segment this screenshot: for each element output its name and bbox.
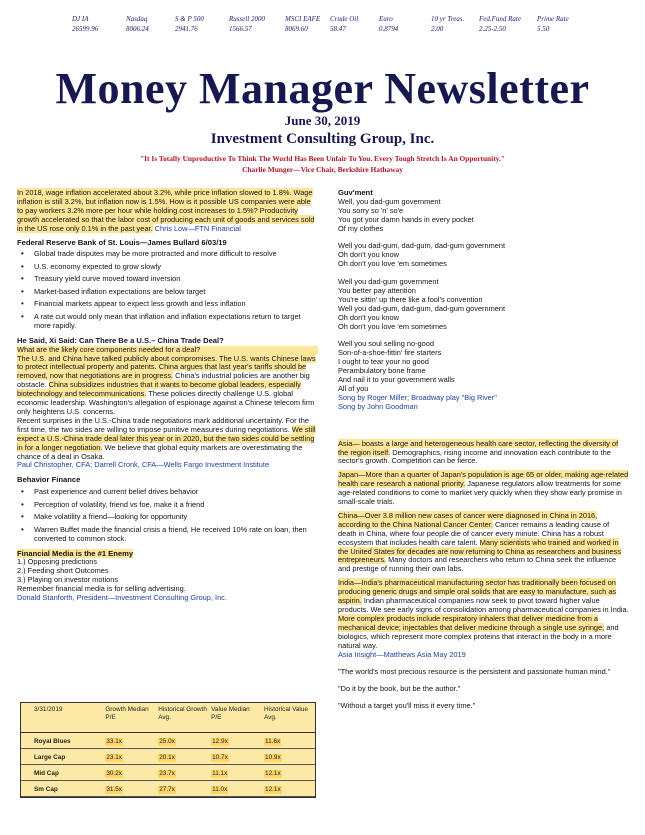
ticker-item [175,14,204,34]
ticker-label: Nasdaq [126,15,148,23]
list-item: • Warren Buffet made the financial crisis a friend, He received 10% rate on loan, then converted to common stock. [17,526,318,544]
china-paragraph-2 [17,417,318,462]
pe-ratio-table [20,702,316,798]
region-text: and biologics, which represent more complex proteins that interact in the body in a more natural way. [338,622,619,650]
song-line: Oh don't you love 'em sometimes [338,321,447,331]
china-paragraph-1 [17,355,318,417]
table-cell: 10.9x [265,753,281,761]
quote-attribution: Charlie Munger—Vice Chair, Berkshire Hathaway [242,165,403,174]
closing-quote: "Without a target you'll miss it every time." [338,701,476,711]
ticker-value: 0.8794 [379,25,399,33]
table-cell: 10.7x [212,753,228,761]
table-row [21,780,315,796]
list-item: • Make volatility a friend—looking for opportunity [17,513,318,522]
china-source: Paul Christopher, CFA; Darrell Cronk, CFA—Wells Fargo Investment Institute [17,460,270,470]
song-line: And nail it to your government walls [338,374,455,384]
song-line: You better pay attention [338,285,416,295]
table-cell: 11.6x [265,737,281,745]
song-line: You got your damn hands in every pocket [338,214,474,224]
region-text: Many doctors and researchers who return to China seek the influence and prestige of running their own labs. [338,555,617,574]
table-header-cell: Growth Median P/E [103,703,156,732]
ticker-item [72,14,98,34]
ticker-item [431,14,464,34]
song-line: Oh don't you love 'em sometimes [338,259,447,269]
region-text: Indian pharmaceutical companies now seek to pivot toward higher value products. We see early signs of consolidation among pharmaceutical companies in India. [338,596,629,615]
song-line: Of my clothes [338,223,384,233]
table-header-cell: 3/31/2019 [21,703,103,732]
ticker-value: 2941.76 [175,25,198,33]
list-item: Remember financial media is for selling advertising. [17,584,186,594]
list-item: • A rate cut would only mean that inflation and inflation expectations return to target more rapidly. [17,313,318,331]
song-line: Well, you dad-gum government [338,196,441,206]
newsletter-title: Money Manager Newsletter [55,64,590,113]
list-item: 1.) Opposing predictions [17,557,98,567]
region-japan [338,471,629,507]
region-highlight: China—Over 3.8 million new cases of cancer were diagnosed in China in 2016, according to the China National Cancer Center. [338,510,598,529]
table-row [21,748,315,764]
behavior-bullet-list [17,488,318,543]
table-header-row [21,703,315,732]
right-column [338,189,629,716]
ticker-item [379,14,398,34]
table-cell: 20.1x [159,753,175,761]
song-line: Oh don't you know [338,312,399,322]
media-section [17,550,318,603]
wage-text: In 2018, wage inflation accelerated about 3.2%, while price inflation slowed to 1.8%. Wage inflation is still 3.2%, but inflation now is 1.5%. How is it possible US companies were able to pay workers 3.2% more per hour while holding cost increases to 1.5%? Productivity growth accelerated so that the labor cost of producing each unit of goods and services sold in the US rose only 0.1% in the past year. [17,188,315,233]
ticker-label: 10 yr Treas. [431,15,465,23]
song-line: Son-of-a-shoe-fittin' fire starters [338,348,442,358]
table-cell: 25.0x [159,737,175,745]
ticker-item [229,14,265,34]
table-cell: Royal Blues [21,732,103,748]
left-column [17,189,318,609]
song-line: You sorry so 'n' so'e [338,205,404,215]
region-highlight: Japan—More than a quarter of Japan's population is age 65 or older, making age-related health care research a national priority. [338,470,629,489]
china-highlight: The U.S. and China have talked publicly about compromises. The U.S. wants Chinese laws to protect intellectual property and patents. China argues that last year's tariffs should be removed, now that negotiations are in progress. [17,353,316,381]
song-line: Well you dad-gum, dad-gum, dad-gum government [338,241,506,251]
list-item: • Past experience and current belief drives behavior [17,488,318,497]
song-line: Oh don't you know [338,250,399,260]
list-item: • Perception of volatility, friend vs foe, make it a friend [17,501,318,510]
table-cell: 12.1x [265,769,281,777]
table-cell: 23.1x [106,753,122,761]
song-line: All of you [338,383,369,393]
song-line: Well you soul selling no-good [338,339,434,349]
table-header-cell: Historical Value Avg. [262,703,315,732]
table-cell: 12.1x [265,785,281,793]
song-line: Well you dad-gum, dad-gum, dad-gum government [338,303,506,313]
region-china [338,512,629,574]
china-text: China's industrial policies are another big obstacle. [17,371,310,390]
ticker-value: 2.00 [431,25,444,33]
region-india [338,579,629,650]
fed-bullet-list [17,250,318,330]
list-item: 2.) Feeding short Outcomes [17,566,109,576]
ticker-value: 1566.57 [229,25,252,33]
region-text: Cancer remains a leading cause of death in China, where four people die of cancer every minute. China has a robust ecosystem that includes health care talent. [338,519,610,547]
ticker-label: S & P 500 [175,15,204,23]
china-text: These policies directly challenge U.S. global economic leadership. Washington's allegation of espionage against a Chinese telecom firm only heightens U.S. concerns. [17,389,315,416]
firm-name: Investment Consulting Group, Inc. [210,131,435,147]
region-highlight: India—India's pharmaceutical manufacturing sector has traditionally been focused on producing generic drugs and simple oral solids that are easy to manufacture, such as aspirin. [338,578,617,606]
list-item: • Market-based inflation expectations are below target [17,288,318,297]
ticker-item [330,14,358,34]
behavior-section [17,476,318,543]
ticker-label: MSCI EAFE [285,15,321,23]
table-cell: 11.1x [212,769,228,777]
region-text: Japanese regulators allow treatments for some age-related conditions to come to market very quickly when they show early promise in small-scale trials. [338,479,622,507]
table-cell: 30.2x [106,769,122,777]
table-header-cell: Value Median P/E [209,703,262,732]
china-question: What are the likely core components needed for a deal? [17,346,318,355]
region-highlight: More complex products include respiratory inhalers that deliver medicine from a mechanical device; injectables that deliver medicine through a single use syringe; [338,613,605,632]
table-cell: 31.5x [106,785,122,793]
ticker-label: Russell 2000 [229,15,265,23]
media-heading: Financial Media is the #1 Enemy [17,548,134,558]
region-highlight: Asia— boasts a large and heterogeneous health care sector, reflecting the diversity of the region itself. [338,438,619,457]
fed-section [17,239,318,331]
ticker-value: 26599.96 [72,25,99,33]
song-line: Perambulatory bone frame [338,366,426,376]
ticker-item [285,14,320,34]
ticker-item [126,14,149,34]
ticker-label: DJ IA [72,15,89,23]
ticker-label: Euro [379,15,393,23]
issue-date: June 30, 2019 [284,113,361,128]
table-cell: Mid Cap [21,764,103,780]
china-heading: He Said, Xi Said: Can There Be a U.S.– China Trade Deal? [17,335,224,345]
fed-heading: Federal Reserve Bank of St. Louis—James Bullard 6/03/19 [17,237,227,247]
ticker-value: 58.47 [330,25,346,33]
china-trade-section [17,337,318,471]
region-asia [338,440,629,467]
table-row [21,764,315,780]
table-cell: Sm Cap [21,780,103,796]
table-cell: 33.1x [106,737,122,745]
market-ticker [72,14,592,40]
table-cell: 23.7x [159,769,175,777]
table-cell: 12.9x [212,737,228,745]
ticker-item [479,14,521,34]
song-line: Well you dad-gum government [338,277,439,287]
media-source: Donald Stanforth, President—Investment Consulting Group, Inc. [17,593,227,603]
quote-text: "It Is Totally Unproductive To Think The World Has Been Unfair To You. Every Tough Stretch Is An Opportunity." [140,154,505,163]
ticker-label: Crude Oil [330,15,359,23]
song-title: Guv'ment [338,188,373,197]
list-item: • Financial markets appear to expect less growth and less inflation [17,300,318,309]
china-text: Recent surprises in the U.S.-China trade negotiations mark additional uncertainty. For the first time, the two sides are willing to impose punitive measures during negotiations. [17,415,309,434]
china-highlight: China subsidizes industries that it wants to become global leaders, especially biotechnology and telecommunications. [17,380,301,399]
ticker-label: Fed.Fund Rate [479,15,521,23]
china-text: We believe that global equity markets are overestimating the chance of a deal in Osaka. [17,442,303,461]
wage-inflation-article [17,189,318,234]
song-section [338,189,629,412]
table-header-cell: Historical Growth Avg. [156,703,209,732]
ticker-value: 8069.60 [285,25,308,33]
list-item: 3.) Playing on investor motions [17,575,119,585]
closing-quote: "The world's most precious resource is the persistent and passionate human mind." [338,667,611,677]
song-credit: Song by Roger Miller; Broadway play "Big River" [338,392,497,402]
ticker-label: Prime Rate [537,15,569,23]
china-highlight: We still expect a U.S.-China trade deal later this year or in 2020, but the two sides could be settling in for a longer negotiation. [17,424,316,452]
region-highlight: Many scientists who trained and worked in the United States for decades are now returning to China as researchers and business entrepreneurs. [338,537,622,565]
wage-source: Chris Low—FTN Financial [154,223,241,233]
table-cell: Large Cap [21,748,103,764]
region-text: Demographics, rising income and innovation each contribute to the sector's growth. Competition can be fierce. [338,447,611,466]
regions-source: Asia Insight—Matthews Asia May 2019 [338,649,466,659]
behavior-heading: Behavior Finance [17,475,81,485]
closing-quote: "Do it by the book, but be the author." [338,684,461,694]
table-cell: 11.0x [212,785,228,793]
list-item: • Global trade disputes may be more protracted and more difficult to resolve [17,250,318,259]
table-row [21,732,315,748]
ticker-value: 2.25-2.50 [479,25,506,33]
song-credit: Song by John Goodman [338,401,418,411]
list-item: • U.S. economy expected to grow slowly [17,263,318,272]
list-item: • Treasury yield curve moved toward inversion [17,275,318,284]
ticker-item [537,14,569,34]
ticker-value: 5.50 [537,25,550,33]
table-cell: 27.7x [159,785,175,793]
header-quote [0,153,645,175]
song-line: You're sittin' up there like a fool's convention [338,294,483,304]
song-line: I ought to tear your no good [338,357,429,367]
ticker-value: 8006.24 [126,25,149,33]
